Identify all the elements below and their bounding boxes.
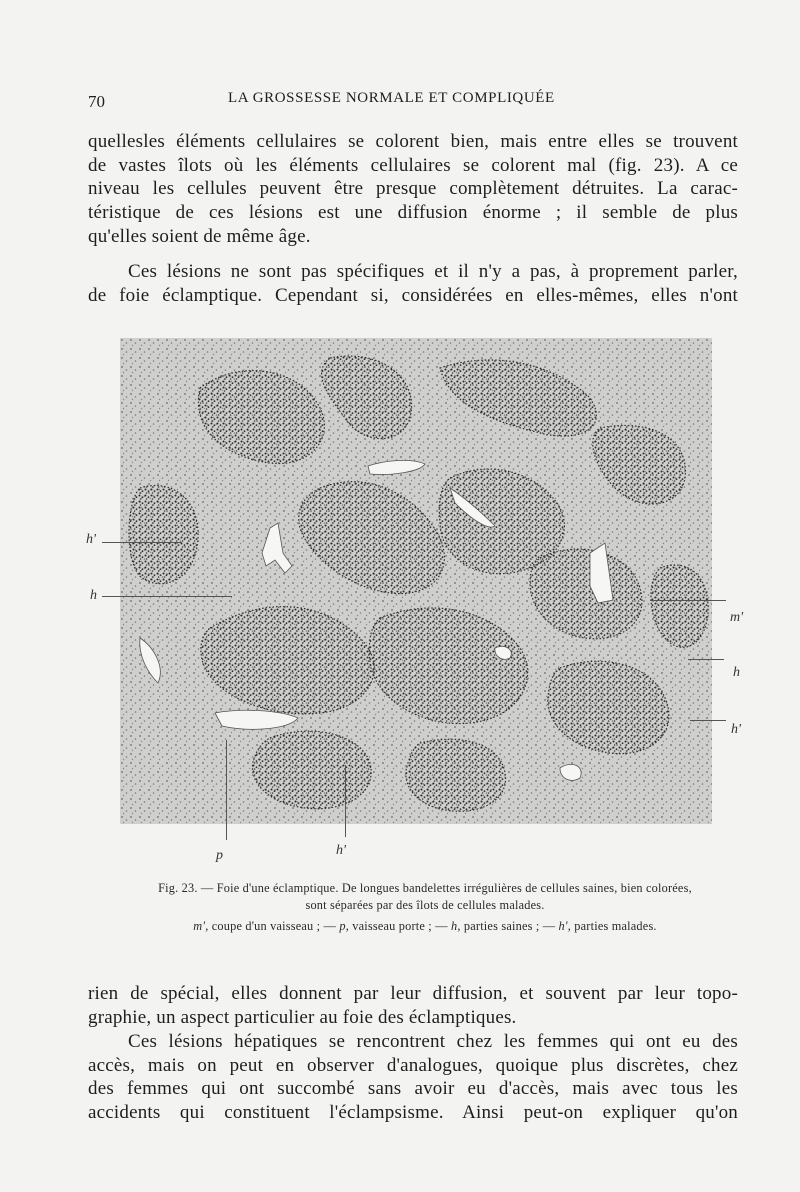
text-line: de vastes îlots où les éléments cellulaires se colorent mal (fig. 23). A ce xyxy=(88,154,738,176)
legend-key: h xyxy=(450,919,458,933)
text-line: quellesles éléments cellulaires se colorent bien, mais entre elles se trouvent xyxy=(88,131,738,152)
legend-text: , coupe d'un vaisseau ; — xyxy=(205,919,340,933)
running-title: LA GROSSESSE NORMALE ET COMPLIQUÉE xyxy=(228,90,555,106)
legend-key: h' xyxy=(558,919,568,933)
figure-label-h-right: h xyxy=(733,665,740,680)
text-line: accès, mais on peut en observer d'analogues, quoique plus discrètes, chez xyxy=(88,1054,738,1076)
legend-key: m' xyxy=(193,919,206,933)
page-number: 70 xyxy=(88,92,105,111)
text-line: Ces lésions hépatiques se rencontrent chez les femmes qui ont eu des xyxy=(128,1031,738,1052)
running-head xyxy=(88,90,736,114)
leader-line xyxy=(102,596,232,597)
figure-label-m-prime: m' xyxy=(730,610,744,625)
paragraph-4 xyxy=(88,1030,738,1125)
figure-caption-line-1 xyxy=(100,880,750,896)
figure-label-h-prime-left: h' xyxy=(86,532,96,547)
caption-text: Fig. 23. — Foie d'une éclamptique. De longues bandelettes irrégulières de cellules saines, bien colorées, xyxy=(158,881,692,895)
figure-label-p: p xyxy=(216,848,223,863)
paragraph-1 xyxy=(88,130,738,249)
figure-label-h-prime-right: h' xyxy=(731,722,741,737)
leader-line xyxy=(650,600,726,601)
leader-line xyxy=(226,740,227,840)
figure-label-h-left: h xyxy=(90,588,97,603)
leader-line xyxy=(345,765,346,837)
paragraph-3 xyxy=(88,982,738,1029)
text-line: graphie, un aspect particulier au foie des éclamptiques. xyxy=(88,1006,517,1028)
legend-key: p xyxy=(339,919,346,933)
leader-line xyxy=(102,542,182,543)
liver-section-illustration xyxy=(120,338,712,824)
legend-text: , parties saines ; — xyxy=(457,919,559,933)
figure-label-h-prime-bottom: h' xyxy=(336,843,346,858)
leader-line xyxy=(690,720,726,721)
text-line: niveau les cellules peuvent être presque complètement détruites. La carac- xyxy=(88,178,738,200)
figure-legend xyxy=(100,918,750,934)
text-line: qu'elles soient de même âge. xyxy=(88,225,311,247)
figure-caption-line-2 xyxy=(100,897,750,913)
caption-text: sont séparées par des îlots de cellules malades. xyxy=(305,898,545,912)
leader-line xyxy=(688,659,724,660)
text-line: des femmes qui ont succombé sans avoir eu d'accès, mais avec tous les xyxy=(88,1078,738,1100)
text-line: de foie éclamptique. Cependant si, considérées en elles-mêmes, elles n'ont xyxy=(88,284,738,306)
text-line: téristique de ces lésions est une diffusion énorme ; il semble de plus xyxy=(88,202,738,224)
paragraph-2 xyxy=(88,260,738,307)
legend-text: , parties malades. xyxy=(567,919,657,933)
legend-text: , vaisseau porte ; — xyxy=(345,919,451,933)
histology-figure xyxy=(120,338,712,824)
text-line: rien de spécial, elles donnent par leur diffusion, et souvent par leur topo- xyxy=(88,983,738,1004)
text-line: Ces lésions ne sont pas spécifiques et il n'y a pas, à proprement parler, xyxy=(128,261,738,282)
text-line: accidents qui constituent l'éclampsisme. Ainsi peut-on expliquer qu'on xyxy=(88,1102,738,1124)
